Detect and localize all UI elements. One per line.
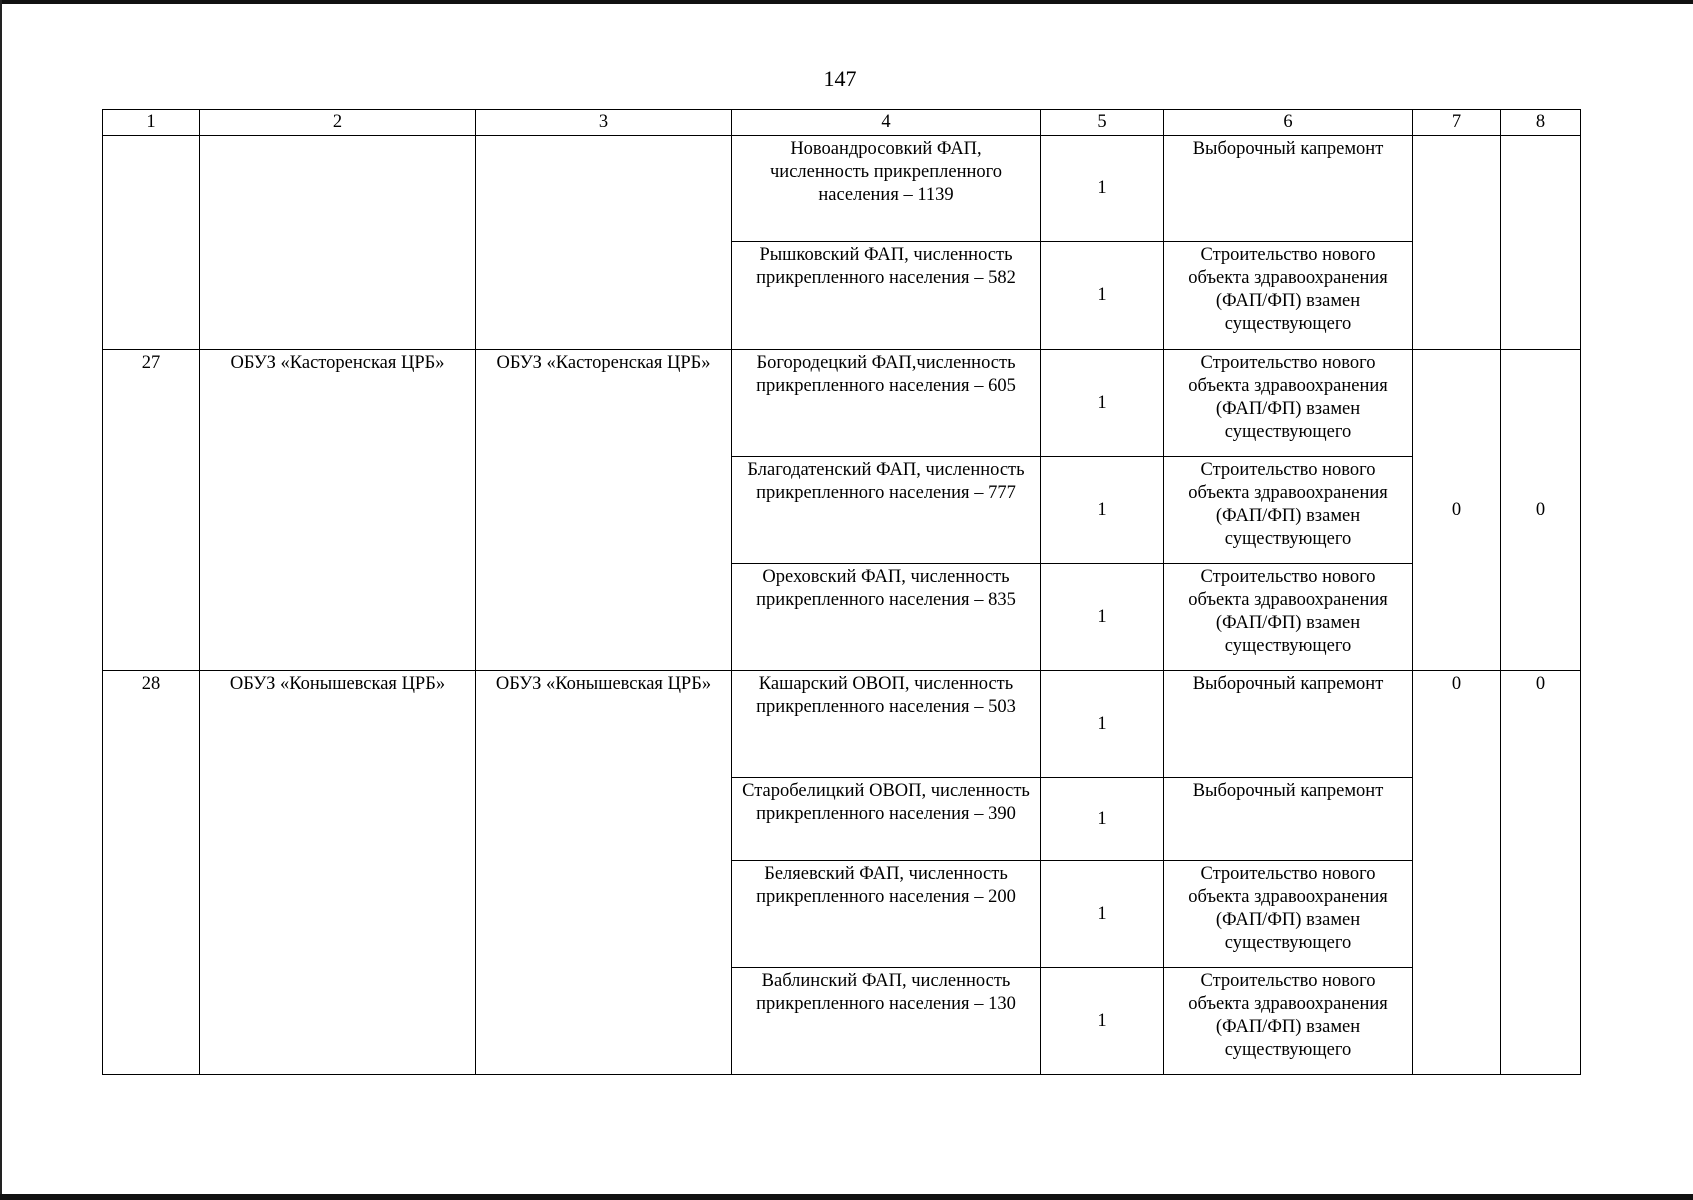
- organization-cell: [200, 136, 476, 350]
- action-cell: Строительство нового объекта здравоохранения (ФАП/ФП) взамен существующего: [1164, 242, 1413, 350]
- facility-cell: Новоандросовкий ФАП, численность прикрепленного населения – 1139: [732, 136, 1041, 242]
- count-cell: 1: [1041, 136, 1164, 242]
- organization-cell: ОБУЗ «Касторенская ЦРБ»: [476, 350, 732, 671]
- header-cell: 2: [200, 110, 476, 136]
- count-cell: 1: [1041, 564, 1164, 671]
- header-cell: 7: [1413, 110, 1501, 136]
- table-row: [103, 136, 1581, 242]
- scan-border-bottom: [0, 1194, 1693, 1200]
- action-cell: Выборочный капремонт: [1164, 778, 1413, 861]
- col7-cell: [1413, 136, 1501, 350]
- facility-cell: Богородецкий ФАП,численность прикрепленного населения – 605: [732, 350, 1041, 457]
- facility-cell: Беляевский ФАП, численность прикрепленного населения – 200: [732, 861, 1041, 968]
- facility-cell: Старобелицкий ОВОП, численность прикрепленного населения – 390: [732, 778, 1041, 861]
- header-cell: 6: [1164, 110, 1413, 136]
- header-cell: 4: [732, 110, 1041, 136]
- organization-cell: [476, 136, 732, 350]
- action-cell: Строительство нового объекта здравоохранения (ФАП/ФП) взамен существующего: [1164, 861, 1413, 968]
- action-cell: Выборочный капремонт: [1164, 136, 1413, 242]
- col7-cell: 0: [1413, 671, 1501, 1075]
- row-number-cell: 27: [103, 350, 200, 671]
- facility-cell: Ваблинский ФАП, численность прикрепленного населения – 130: [732, 968, 1041, 1075]
- action-cell: Выборочный капремонт: [1164, 671, 1413, 778]
- action-cell: Строительство нового объекта здравоохранения (ФАП/ФП) взамен существующего: [1164, 350, 1413, 457]
- facility-cell: Ореховский ФАП, численность прикрепленного населения – 835: [732, 564, 1041, 671]
- facility-cell: Кашарский ОВОП, численность прикрепленного населения – 503: [732, 671, 1041, 778]
- count-cell: 1: [1041, 457, 1164, 564]
- header-row: [103, 110, 1581, 136]
- page-number: 147: [823, 66, 857, 91]
- organization-cell: ОБУЗ «Конышевская ЦРБ»: [476, 671, 732, 1075]
- header-cell: 1: [103, 110, 200, 136]
- col8-cell: 0: [1501, 350, 1581, 671]
- organization-cell: ОБУЗ «Касторенская ЦРБ»: [200, 350, 476, 671]
- scan-border-left: [0, 0, 2, 1200]
- row-number-cell: [103, 136, 200, 350]
- count-cell: 1: [1041, 778, 1164, 861]
- facility-cell: Благодатенский ФАП, численность прикрепленного населения – 777: [732, 457, 1041, 564]
- col7-cell: 0: [1413, 350, 1501, 671]
- scan-border-top: [0, 0, 1693, 4]
- count-cell: 1: [1041, 968, 1164, 1075]
- table-row: [103, 671, 1581, 778]
- action-cell: Строительство нового объекта здравоохранения (ФАП/ФП) взамен существующего: [1164, 564, 1413, 671]
- col8-cell: [1501, 136, 1581, 350]
- action-cell: Строительство нового объекта здравоохранения (ФАП/ФП) взамен существующего: [1164, 457, 1413, 564]
- header-cell: 8: [1501, 110, 1581, 136]
- count-cell: 1: [1041, 242, 1164, 350]
- count-cell: 1: [1041, 861, 1164, 968]
- count-cell: 1: [1041, 671, 1164, 778]
- facilities-table: [102, 109, 1581, 1075]
- col8-cell: 0: [1501, 671, 1581, 1075]
- organization-cell: ОБУЗ «Конышевская ЦРБ»: [200, 671, 476, 1075]
- row-number-cell: 28: [103, 671, 200, 1075]
- facility-cell: Рышковский ФАП, численность прикрепленного населения – 582: [732, 242, 1041, 350]
- header-cell: 5: [1041, 110, 1164, 136]
- header-cell: 3: [476, 110, 732, 136]
- table-row: [103, 350, 1581, 457]
- action-cell: Строительство нового объекта здравоохранения (ФАП/ФП) взамен существующего: [1164, 968, 1413, 1075]
- count-cell: 1: [1041, 350, 1164, 457]
